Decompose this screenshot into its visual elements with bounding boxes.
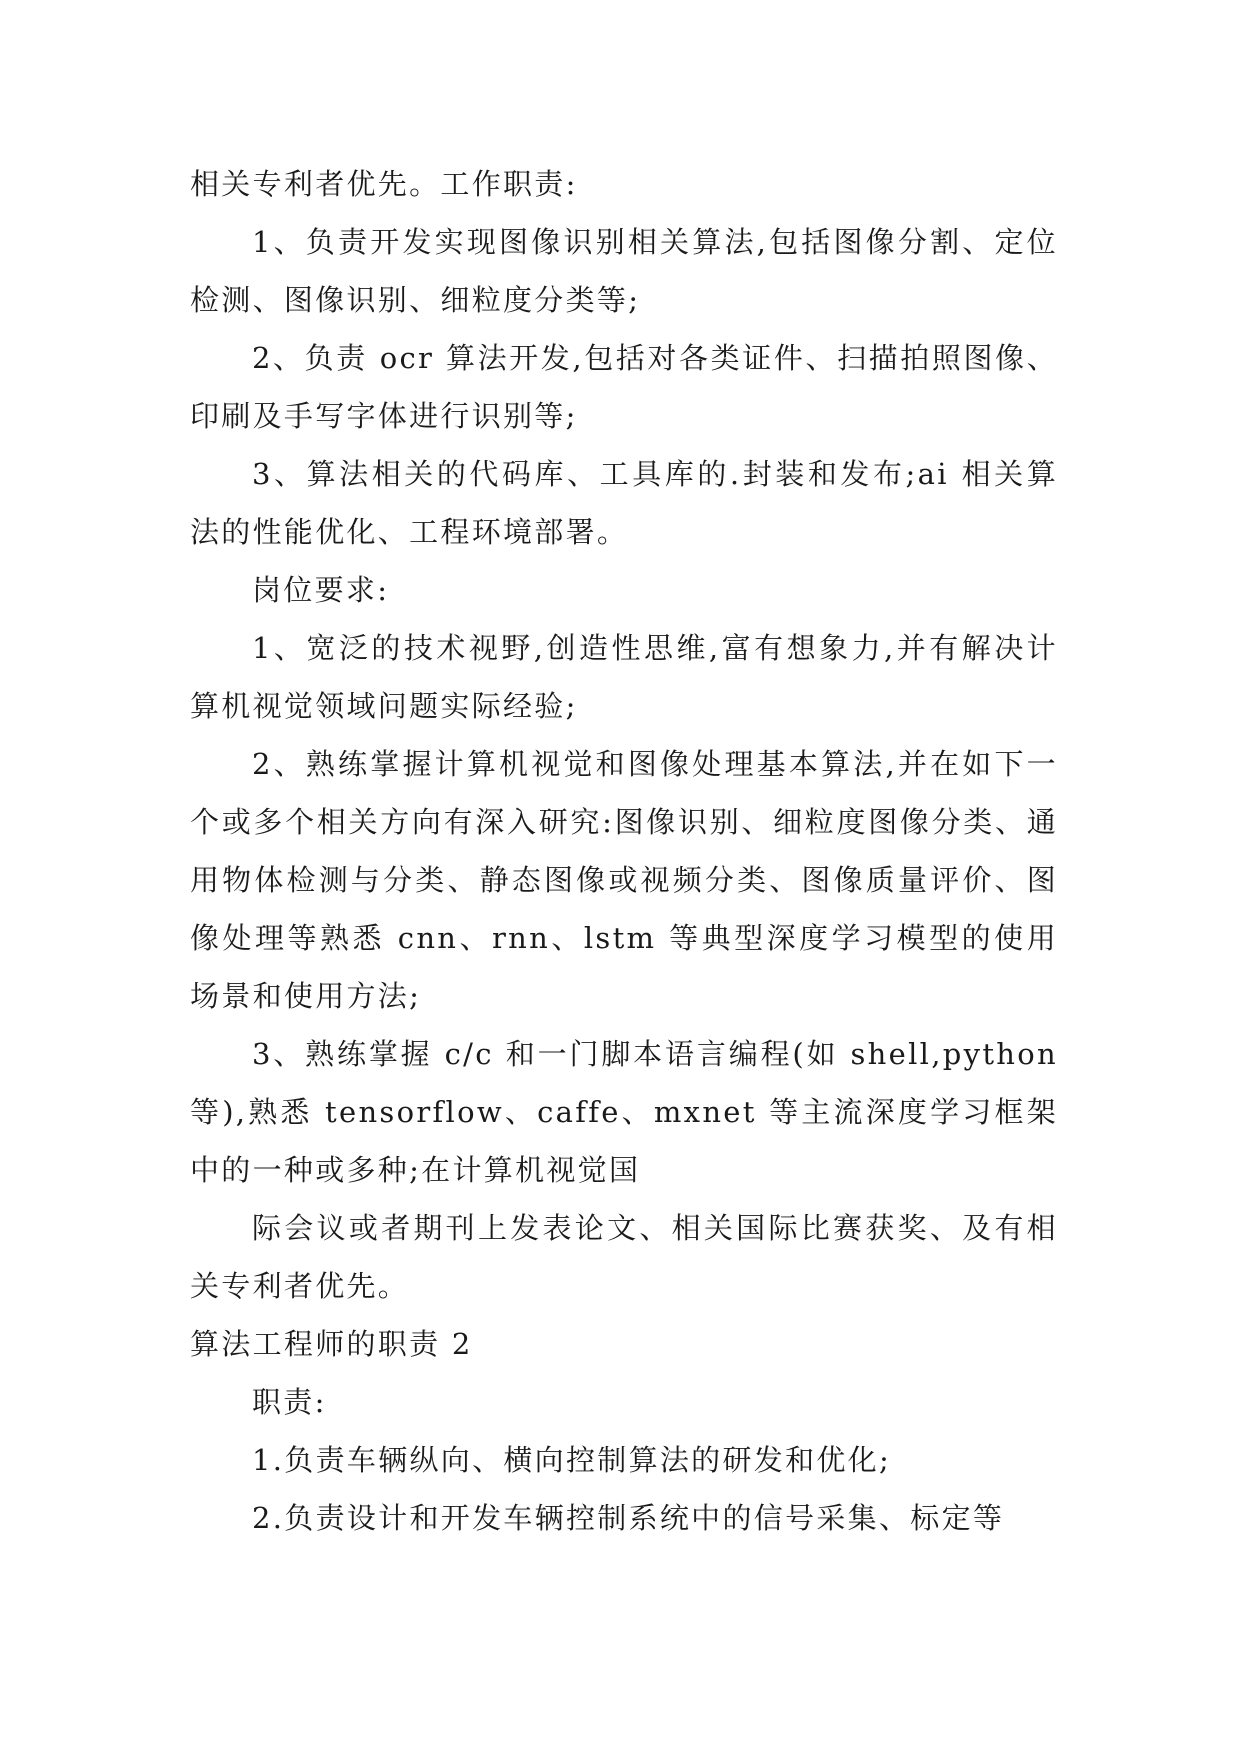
paragraph-duty-3: 3、算法相关的代码库、工具库的.封装和发布;ai 相关算法的性能优化、工程环境部署。 [190,457,1058,549]
paragraph-duty-item-1: 1.负责车辆纵向、横向控制算法的研发和优化; [252,1443,892,1477]
paragraph-duty-1: 1、负责开发实现图像识别相关算法,包括图像分割、定位检测、图像识别、细粒度分类等; [190,225,1058,317]
paragraph-requirement-3: 3、熟练掌握 c/c 和一门脚本语言编程(如 shell,python 等),熟悉 tensorflow、caffe、mxnet 等主流深度学习框架中的一种或多种;在计算机视觉国 [190,1037,1058,1187]
paragraph-requirement-2: 2、熟练掌握计算机视觉和图像处理基本算法,并在如下一个或多个相关方向有深入研究:图像识别、细粒度图像分类、通用物体检测与分类、静态图像或视频分类、图像质量评价、图像处理等熟悉 cnn、rnn、lstm 等典型深度学习模型的使用场景和使用方法; [190,747,1058,1013]
document-body [190,155,1058,1547]
paragraph-duty-item-2: 2.负责设计和开发车辆控制系统中的信号采集、标定等 [252,1501,1005,1535]
paragraph-requirement-1: 1、宽泛的技术视野,创造性思维,富有想象力,并有解决计算机视觉领域问题实际经验; [190,631,1058,723]
section-title: 算法工程师的职责 2 [190,1327,473,1361]
paragraph-duties-heading: 职责: [252,1385,327,1419]
paragraph-requirement-3-continued: 际会议或者期刊上发表论文、相关国际比赛获奖、及有相关专利者优先。 [190,1211,1058,1303]
paragraph-continuation: 相关专利者优先。工作职责: [190,167,578,201]
paragraph-duty-2: 2、负责 ocr 算法开发,包括对各类证件、扫描拍照图像、印刷及手写字体进行识别等; [190,341,1058,433]
paragraph-requirements-heading: 岗位要求: [252,573,390,607]
